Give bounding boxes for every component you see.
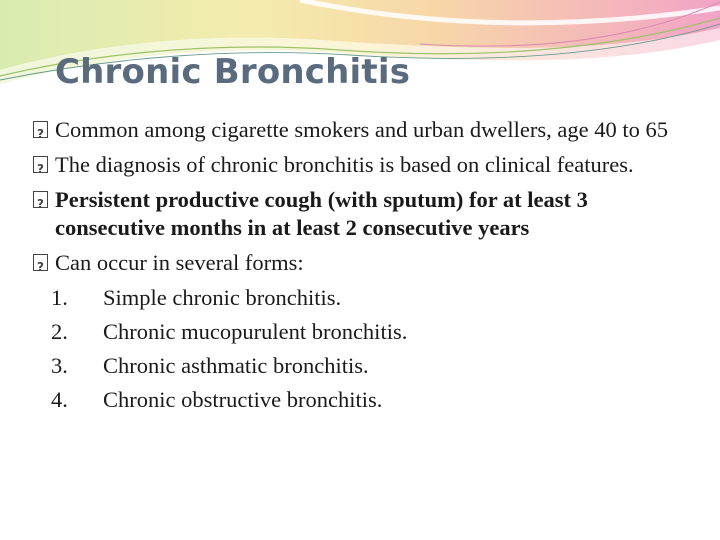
list-item xyxy=(33,352,698,386)
missing-glyph-icon xyxy=(33,121,48,138)
list-text: Chronic asthmatic bronchitis. xyxy=(103,353,369,378)
list-number: 3. xyxy=(51,353,68,378)
bullet-text: Can occur in several forms: xyxy=(55,250,304,275)
list-number: 1. xyxy=(51,285,68,310)
missing-glyph-icon xyxy=(33,254,48,271)
bullet-text: Common among cigarette smokers and urban dwellers, age 40 to 65 xyxy=(55,117,668,142)
missing-glyph-icon xyxy=(33,191,48,208)
slide-body xyxy=(33,116,698,420)
list-number: 4. xyxy=(51,387,68,412)
list-text: Chronic obstructive bronchitis. xyxy=(103,387,383,412)
list-text: Chronic mucopurulent bronchitis. xyxy=(103,319,408,344)
forms-list xyxy=(33,284,698,420)
missing-glyph-icon xyxy=(33,156,48,173)
list-item xyxy=(33,318,698,352)
list-text: Simple chronic bronchitis. xyxy=(103,285,342,310)
bullet-item xyxy=(33,116,698,144)
list-item xyxy=(33,386,698,420)
list-item xyxy=(33,284,698,318)
bullet-item xyxy=(33,186,698,242)
slide-title: Chronic Bronchitis xyxy=(55,52,411,92)
bullet-item xyxy=(33,151,698,179)
bullet-text: Persistent productive cough (with sputum) for at least 3 consecutive months in at least 2 consecutive years xyxy=(55,187,588,240)
bullet-text: The diagnosis of chronic bronchitis is based on clinical features. xyxy=(55,152,634,177)
list-number: 2. xyxy=(51,319,68,344)
bullet-item xyxy=(33,249,698,277)
